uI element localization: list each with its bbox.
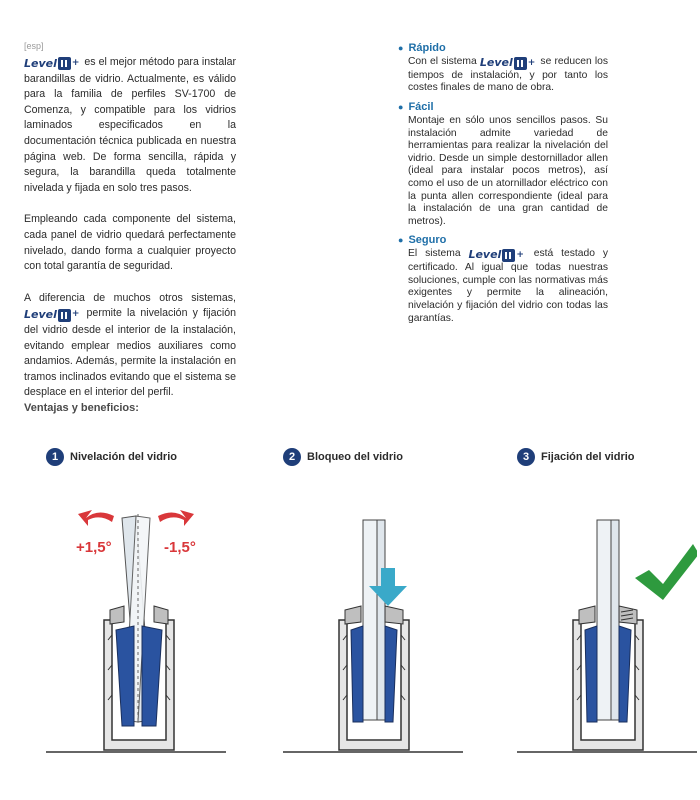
bullet-icon: ●: [398, 235, 404, 246]
step-label: Nivelación del vidrio: [70, 451, 177, 463]
intro-column: [24, 55, 236, 417]
tilt-left-arrow-icon: [78, 510, 114, 526]
wedge-right: [619, 626, 631, 722]
advantages-column: [398, 42, 608, 331]
glass-pane: [363, 520, 385, 720]
step-2-header: [283, 448, 403, 466]
advantage-safe: ● Seguro El sistema Level + está testado y certificado. Al igual que todas nuestras soluciones, cumple con las normativas más exigentes y permite la alineación, nivelación y fijación del vidrio con todas las garantías.: [398, 234, 608, 324]
step-number-badge: 2: [283, 448, 301, 466]
bullet-icon: ●: [398, 43, 404, 53]
level-logo: Level +: [24, 57, 80, 70]
level-logo: Level +: [468, 248, 524, 262]
angle-plus-label: +1,5°: [76, 539, 112, 556]
step-3-header: [517, 448, 635, 466]
intro-paragraph-1: Level + es el mejor método para instalar barandillas de vidrio. Actualmente, es válido para la familia de perfiles SV-1700 de Comenza, y compatible para los vidrios laminados especificados en la documentación técnica publicada en nuestra página web. De forma sencilla, rápida y segura, la barandilla queda totalmente nivelada y fijada en solo tres pasos.: [24, 56, 236, 194]
checkmark-icon: [635, 544, 697, 600]
glass-pane: [597, 520, 619, 720]
level-logo: Level +: [479, 56, 536, 69]
wedge-left: [351, 626, 363, 722]
step-1-header: [46, 448, 177, 466]
bullet-icon: ●: [398, 101, 404, 112]
wedge-left: [116, 626, 134, 726]
wedge-right: [385, 626, 397, 722]
logo-mark-icon: [514, 57, 527, 70]
step-label: Fijación del vidrio: [541, 451, 635, 463]
wedge-left: [585, 626, 597, 722]
benefits-title: Ventajas y beneficios:: [24, 402, 139, 414]
blocking-diagram: [283, 490, 463, 760]
leveling-diagram: [46, 490, 226, 760]
step-label: Bloqueo del vidrio: [307, 451, 403, 463]
logo-mark-icon: [502, 249, 515, 262]
tilt-right-arrow-icon: [158, 510, 194, 526]
language-tag: [esp]: [24, 41, 44, 51]
logo-mark-icon: [58, 57, 71, 70]
logo-mark-icon: [58, 309, 71, 322]
angle-minus-label: -1,5°: [164, 539, 196, 556]
advantage-easy: ● Fácil Montaje en sólo unos sencillos pasos. Su instalación admite variedad de herramientas para realizar la nivelación del vidrio. Desde un simple destornillador allen (ideal para instalar pocos metros), así como el uso de un atornillador eléctrico con la punta allen correspondiente (ideal para la instalación de una gran cantidad de metros).: [398, 100, 608, 227]
step-number-badge: 3: [517, 448, 535, 466]
intro-paragraph-3: A diferencia de muchos otros sistemas, Level + permite la nivelación y fijación del vidrio desde el interior de la instalación, evitando emplear medios auxiliares como andamios. Además, permite la instalación en tramos inclinados evitando que el sistema se desplace en el interior del perfil.: [24, 291, 236, 399]
fixing-diagram: [517, 490, 697, 760]
wedge-right: [142, 626, 162, 726]
intro-paragraph-2: Empleando cada componente del sistema, cada panel de vidrio quedará perfectamente nivelado, dando forma a cualquier proyecto con total garantía de seguridad.: [24, 213, 236, 273]
level-logo: Level +: [24, 308, 80, 322]
step-number-badge: 1: [46, 448, 64, 466]
advantage-fast: ● Rápido Con el sistema Level + se reducen los tiempos de instalación, y por tanto los costes finales de mano de obra.: [398, 42, 608, 94]
